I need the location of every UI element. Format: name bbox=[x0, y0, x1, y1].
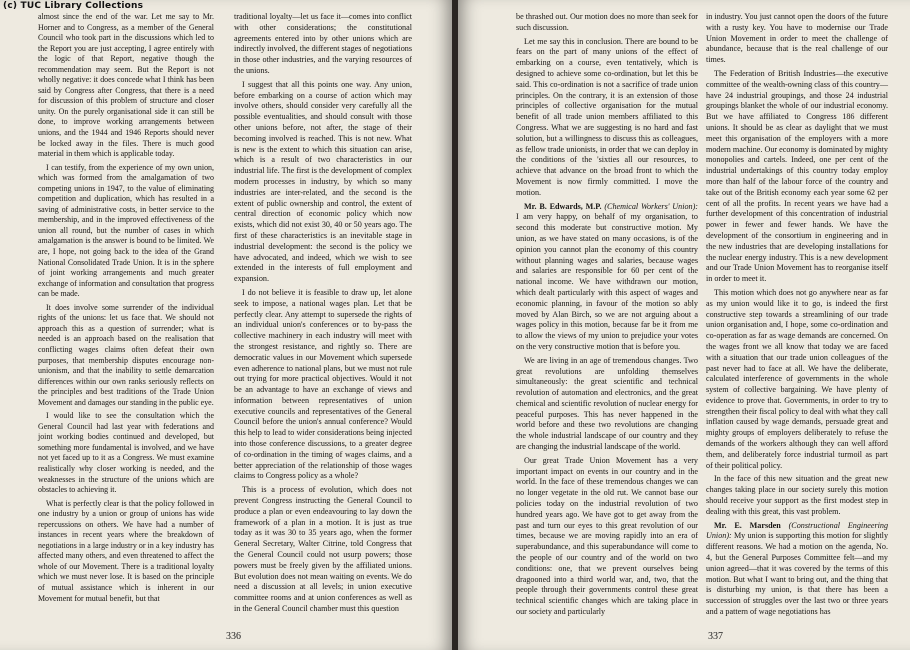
paragraph bbox=[516, 356, 698, 453]
page-number-right: 337 bbox=[708, 631, 723, 642]
watermark: (c) TUC Library Collections bbox=[3, 1, 144, 11]
paragraph bbox=[234, 288, 412, 482]
paragraph bbox=[38, 163, 214, 300]
paragraph-text: be thrashed out. Our motion does no more than seek for such discussion. bbox=[516, 12, 698, 32]
paragraph-text: Our great Trade Union Movement has a very important impact on events in our country and in the world. In the face of these tremendous changes we can no longer vegetate in the old rut. We cannot base our policies today on the industrial revolution of two hundred years ago. We have got to get away from the past and turn our eyes to this great revolution of our times, because we are moving rapidly into an era of superabundance, and this superabundance will come to the people of our country and of the world on two conditions: one, that we prevent ourselves being dragooned into a third world war, and, two, that the people through their governments control these great technical scientific changes which are taking place in our society and particularly bbox=[516, 455, 698, 617]
speaker-affiliation: (Constructional Engineering Union): bbox=[706, 520, 889, 541]
paragraph-text: I can testify, from the experience of my own union, which was formed from the amalgamation of two competing unions in 1947, to the value of eliminating competition and duplication, which has resulted in a saving of administrative costs, in better service to the membership, and in the improved effectiveness of the union all round, but the number of cases in which amalgamation is the answer is bound to be limited. We are, I hope, not going back to the idea of the Grand National Consolidated Trade Union. It is in the sphere of joint working arrangements and much greater exchange of information and consultation that progress can be made. bbox=[38, 162, 214, 299]
paragraph bbox=[38, 303, 214, 408]
paragraph bbox=[234, 80, 412, 285]
left-page bbox=[0, 0, 452, 650]
speaker-affiliation: (Chemical Workers' Union): bbox=[604, 201, 698, 211]
left-column-2 bbox=[234, 12, 412, 615]
paragraph-text: almost since the end of the war. Let me say to Mr. Horner and to Congress, as a member of the General Council who took part in the discussions which led to the Report you are just accepting, I agree entirely with the logic of that Report, negative though the recommendation may seem. But the Report is not wholly negative: it does concede what I think has been said by Congress after Congress, that there is a need for discussion of this problem of structure and closer unity. On the purely organisational side it can still be done, to improve working arrangements between unions, and the 1944 and 1946 Reports should never be locked away in the files. There is much good material in them which is applicable today. bbox=[38, 12, 214, 159]
page-number-left: 336 bbox=[226, 631, 241, 642]
paragraph-text: We are living in an age of tremendous changes. Two great revolutions are unfolding themselves simultaneously: the great scientific and technical revolution of automation and electronics, and the great chemical and scientific revolution of nuclear energy for peaceful purposes. This has never happened in the world before and these two revolutions are changing the whole industrial landscape of our country and they are changing the industrial landscape of the world. bbox=[516, 355, 698, 452]
paragraph-text: It does involve some surrender of the individual rights of the unions: let us face that. We should not approach this as a question of surrender; what is needed is an approach based on the realisation that conflicting wages claims often defeat their own purposes, that membership disputes encourage non-unionism, and that the inability to settle demarcation differences within our own ranks seriously reflects on the principles and best traditions of the Trade Union Movement and damages our standing in the public eye. bbox=[38, 302, 214, 407]
paragraph bbox=[706, 69, 888, 285]
paragraph-text: Let me say this in conclusion. There are bound to be fears on the part of many unions of the effect of embarking on a course, even tentatively, which is designed to achieve some co-ordination, but let this be said. This co-ordination is not a sacrifice of trade union principles. On the contrary, it is an extension of those principles of collective organisation for the mutual benefit of all trade union members affiliated to this Congress. What we are suggesting is no hard and fast solution, but a willingness to discuss this as colleagues, as fellow trade unionists, in order that we can deploy in the conditions of the 'sixties all our resources, to achieve that advance on the broad front to which the Movement is now firmly committed. I move the motion. bbox=[516, 36, 698, 197]
paragraph bbox=[38, 411, 214, 495]
paragraph-text: traditional loyalty—let us face it—comes into conflict with other considerations; the constitutional agreements entered into by other unions which are indirectly involved, the different stages of negotiations in those other industries, and the varying resources of the unions. bbox=[234, 12, 412, 75]
right-page bbox=[458, 0, 910, 650]
paragraph bbox=[706, 474, 888, 517]
right-column-1 bbox=[516, 12, 698, 618]
paragraph bbox=[516, 456, 698, 618]
paragraph bbox=[516, 202, 698, 353]
paragraph-text: I suggest that all this points one way. Any union, before embarking on a course of action which may involve others, should consider very carefully all the possible eventualities, and should consult with those other unions before, not after, the stage of their becoming involved is reached. This is not new. What is new is the extent to which this situation can arise, which is a result of two characteristics in our industrial life. The first is the development of complex modern processes in industry, by which so many industries are inter-related, and the second is the extent of public ownership and control, the extent of central direction of economic policy which now exists, which did not exist 30, 40 or 50 years ago. The first of these characteristics is an inevitable stage in industrial development: the second is the policy we have advocated, and indeed, which we wish to see extended in the interests of full employment and expansion. bbox=[234, 79, 412, 284]
paragraph bbox=[38, 12, 214, 160]
paragraph-text: I am very happy, on behalf of my organisation, to second this moderate but constructive motion. My union, as we have stated on many occasions, is of the opinion you cannot plan the economy of this country without planning wages and salaries, because wages and salaries are responsible for 60 per cent of the national income. We have withdrawn our motion, which dealt particularly with this aspect of wages and economic planning, in favour of the motion so ably moved by Alan Birch, so we are not arguing about a wages policy in this motion, because far be it from me to allow the views of my union to prejudice your votes on the very constructive motion that is before you. bbox=[516, 212, 698, 351]
speaker-name: Mr. E. Marsden bbox=[714, 520, 781, 530]
paragraph-text: In the face of this new situation and the great new changes taking place in our society surely this motion should receive your support as the first modest step in dealing with this great, this vast problem. bbox=[706, 474, 888, 516]
paragraph-text: What is perfectly clear is that the policy followed in one industry by a union or group of unions has wide repercussions on others. We have had a number of instances in recent years where the breakdown of negotiations in a large industry or in a key industry has affected many others, and even threatened to affect the whole of our Movement. There is a traditional loyalty which we must never lose. It is based on the principle of mutual assistance which is inherent in our Movement for mutual benefit, but that bbox=[38, 498, 214, 603]
paragraph-text: This motion which does not go anywhere near as far as my union would like it to go, is indeed the first constructive step towards a streamlining of our trade union organisation and, I hope, some co-ordination and co-operation as far as wage demands are concerned. On the wages front we all know that today we are faced with a situation that our trade union colleagues of the past never had to face at all. We have the deliberate, calculated interference of governments in the whole system of collective bargaining. We have plenty of evidence to prove that. Governments, in order to try to strengthen their fiscal policy to deal with what they call inflation caused by wage demands, persuade great and mighty groups of employers deliberately to refuse the demands of the workers although they can well afford them, and deliberately force industrial turmoil as part of their political policy. bbox=[706, 287, 888, 470]
paragraph-text: This is a process of evolution, which does not prevent Congress instructing the General Council to produce a plan or even endeavouring to lay down the framework of a plan in a motion. It is just as true today as it was 30 to 35 years ago, when the former General Secretary, Walter Citrine, told Congress that the General Council could not usurp powers; those powers must be freely given by the affiliated unions. But evolution does not mean waiting on events. We do need a discussion at all levels; in union executive committee rooms and at union conferences as well as in the General Council chamber must this question bbox=[234, 485, 412, 614]
paragraph bbox=[234, 485, 412, 615]
paragraph-text: I do not believe it is feasible to draw up, let alone seek to impose, a national wages plan. Let that be perfectly clear. Any attempt to supersede the rights of an individual union's conferences or to by-pass the collective machinery in each industry will meet with the strongest resistance, and rightly so. There are democratic values in our Movement which supersede even adherence to national plans, but we must not rule out trying for more practical objectives. Would it not be an advantage to have an exchange of views and information between representatives of union executive councils and representatives of the General Council before the union's annual conference? Would this help to lead to wider considerations being injected into those conference discussions, to a greater degree of co-ordination in the timing of wages claims, and a better appreciation of the relationship of those wages claims to Congress policy as a whole? bbox=[234, 287, 412, 481]
paragraph-text: I would like to see the consultation which the General Council had last year with federations and joint working bodies continued and developed, but something more fundamental is involved, and we have not yet faced up to it as a Congress. We must examine realistically why closer working is needed, and the weaknesses in the structure of the unions which are obstacles to achieving it. bbox=[38, 411, 214, 495]
paragraph bbox=[516, 12, 698, 34]
paragraph bbox=[234, 12, 412, 77]
paragraph bbox=[706, 288, 888, 472]
paragraph bbox=[38, 499, 214, 604]
right-column-2 bbox=[706, 12, 888, 618]
paragraph-text: My union is supporting this motion for slightly different reasons. We had a motion on the agenda, No. 4, but the General Purposes Committee felt—and my union agreed—that it was covered by the terms of this motion. But what I want to bring out, and the thing that is disturbing my union, is that there has been a succession of struggles over the last two or three years and a pattern of wage negotiations has bbox=[706, 531, 889, 617]
speaker-name: Mr. B. Edwards, M.P. bbox=[524, 201, 602, 211]
left-column-1 bbox=[38, 12, 214, 604]
paragraph-text: in industry. You just cannot open the doors of the future with a rusty key. You have to modernise our Trade Union Movement in order to meet the challenge of abundance, because that is the real challenge of our times. bbox=[706, 12, 888, 65]
paragraph bbox=[706, 521, 888, 618]
paragraph bbox=[706, 12, 888, 66]
paragraph-text: The Federation of British Industries—the executive committee of the wealth-owning class of this country—have 24 industrial groupings, and those 24 industrial groupings blanket the whole of our industrial economy. But we have affiliated to Congress 186 different unions. It should be as clear as daylight that we must meet this organisation of the employers with a more modern machine. Our economy is dominated by mighty monopolies and cartels. Indeed, one per cent of the industrial undertakings of this country today employ more than half of the labour force of the country and take out of the British economy each year some 62 per cent of all the profits. In recent years we have had a further development of this concentration of industrial power in fewer and fewer hands. We have the development of the consortium in engineering and in the new industries that are developing installations for the nuclear energy industry. This is a new development and our Trade Union Movement has to reorganise itself in order to meet it. bbox=[706, 68, 888, 284]
paragraph bbox=[516, 37, 698, 199]
